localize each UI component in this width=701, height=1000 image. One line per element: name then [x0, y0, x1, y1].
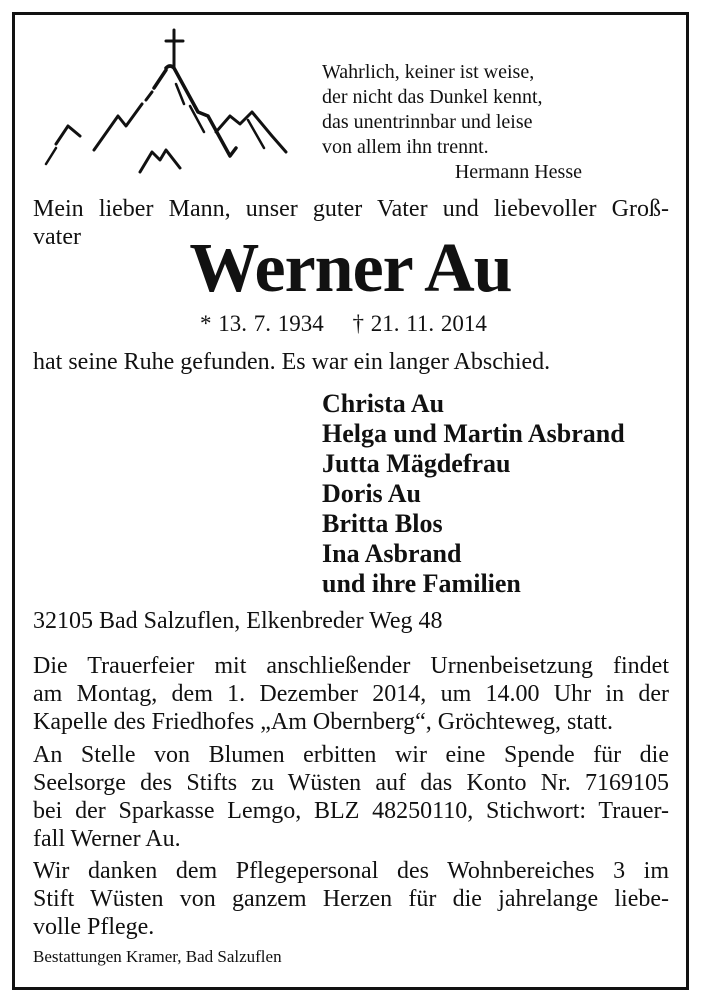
poem-author: Hermann Hesse — [454, 161, 582, 183]
intro-line: Mein lieber Mann, unser guter Vater und liebevoller Groß- — [33, 196, 669, 222]
mourner-name: Ina Asbrand — [322, 539, 462, 568]
funeral-home: Bestattungen Kramer, Bad Salzuflen — [33, 947, 282, 966]
thanks-paragraph — [33, 857, 669, 941]
mourner-name: Doris Au — [322, 479, 421, 508]
paragraph-line: fall Werner Au. — [33, 826, 181, 852]
poem-line: von allem ihn trennt. — [322, 136, 489, 158]
paragraph-line: Kapelle des Friedhofes „Am Obernberg“, Gröchteweg, statt. — [33, 709, 614, 735]
mourner-name: Britta Blos — [322, 509, 443, 538]
mourner-name: und ihre Familien — [322, 569, 521, 598]
paragraph-line: An Stelle von Blumen erbitten wir eine Spende für die — [33, 742, 669, 768]
mourners-list — [322, 389, 625, 599]
poem-line: Wahrlich, keiner ist weise, — [322, 61, 535, 83]
paragraph-line: volle Pflege. — [33, 914, 155, 940]
mourner-name: Helga und Martin Asbrand — [322, 419, 625, 448]
mourner-name: Christa Au — [322, 389, 445, 418]
mourner-name: Jutta Mägdefrau — [322, 449, 511, 478]
paragraph-line: Seelsorge des Stifts zu Wüsten auf das Konto Nr. 7169105 — [33, 770, 669, 796]
donation-paragraph — [33, 741, 669, 853]
paragraph-line: Stift Wüsten von ganzem Herzen für die jahrelange liebe- — [33, 886, 669, 912]
poem-quote — [322, 60, 602, 185]
address: 32105 Bad Salzuflen, Elkenbreder Weg 48 — [33, 608, 443, 634]
death-date: † 21. 11. 2014 — [352, 311, 487, 336]
poem-line: der nicht das Dunkel kennt, — [322, 86, 543, 108]
intro-line: vater — [33, 224, 81, 250]
deceased-name: Werner Au — [189, 230, 512, 307]
paragraph-line: am Montag, dem 1. Dezember 2014, um 14.00 Uhr in der — [33, 681, 669, 707]
paragraph-line: Die Trauerfeier mit anschließender Urnenbeisetzung findet — [33, 653, 669, 679]
poem-line: das unentrinnbar und leise — [322, 111, 533, 133]
funeral-paragraph — [33, 652, 669, 736]
life-dates — [200, 310, 487, 338]
paragraph-line: bei der Sparkasse Lemgo, BLZ 48250110, Stichwort: Trauer- — [33, 798, 669, 824]
birth-date: * 13. 7. 1934 — [200, 311, 324, 336]
mountain-cross-icon — [34, 24, 300, 174]
rest-text: hat seine Ruhe gefunden. Es war ein langer Abschied. — [33, 349, 551, 375]
paragraph-line: Wir danken dem Pflegepersonal des Wohnbereiches 3 im — [33, 858, 669, 884]
